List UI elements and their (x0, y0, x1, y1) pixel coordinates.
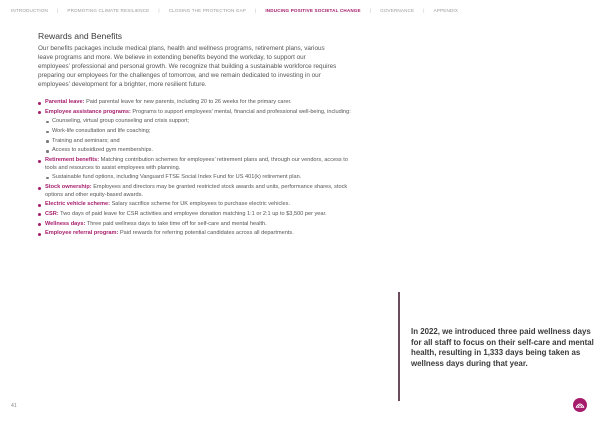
benefit-item (38, 109, 358, 155)
benefit-item (38, 157, 358, 182)
benefit-label: Employee referral program: (45, 230, 119, 237)
benefit-subitem: Training and seminars; and (45, 138, 358, 146)
benefit-text: Two days of paid leave for CSR activities and employee donation matching 1:1 or 2:1 up to $3,500 per year. (60, 210, 327, 217)
benefit-label: Stock ownership: (45, 183, 92, 190)
nav-item-governance[interactable]: GOVERNANCE (380, 7, 415, 13)
benefits-list (38, 99, 358, 240)
benefit-item (38, 184, 358, 199)
nav-separator: | (158, 7, 160, 13)
nav-separator: | (255, 7, 257, 13)
benefit-subitem: Sustainable fund options, including Vanguard FTSE Social Index Fund for US 401(k) retirement plan. (45, 174, 358, 182)
benefit-sublist (45, 174, 358, 182)
section-title: Rewards and Benefits (38, 31, 123, 41)
benefit-item (38, 201, 358, 209)
nav-item-climate-resilience[interactable]: PROMOTING CLIMATE RESILIENCE (67, 7, 150, 13)
benefit-text: Three paid wellness days to take time off for self-care and mental health. (86, 220, 267, 227)
nav-separator: | (57, 7, 59, 13)
benefit-text: Employees and directors may be granted restricted stock awards and units, performance shares, stock options and other equity-based awards. (45, 183, 348, 198)
nav-separator: | (423, 7, 425, 13)
nav-separator: | (369, 7, 372, 13)
benefit-text: Salary sacrifice scheme for UK employees to purchase electric vehicles. (111, 201, 291, 208)
benefit-label: Wellness days: (45, 220, 86, 227)
benefit-subitem: Work-life consultation and life coaching; (45, 128, 358, 136)
benefit-item (38, 211, 358, 219)
wellness-callout: In 2022, we introduced three paid wellness days for all staff to focus on their self-care and mental health, resulting in 1,333 days being taken as wellness days during that year. (411, 327, 594, 368)
intro-paragraph: Our benefits packages include medical plans, health and wellness programs, retirement plans, various leave programs and more. We believe in extending benefits beyond the workday, to support our employees’ professional and personal growth. We recognize that building a sustainable workforce requires preparing our employees for the challenges of tomorrow, and we remain dedicated to investing in our employees’ development for a brighter, more resilient future. (38, 45, 337, 88)
callout-divider (398, 292, 400, 401)
benefit-subitem: Counseling, virtual group counseling and crisis support; (45, 118, 358, 126)
nav-item-protection-gap[interactable]: CLOSING THE PROTECTION GAP (168, 7, 247, 13)
benefit-text: Paid rewards for referring potential candidates across all departments. (119, 230, 294, 237)
benefit-label: Employee assistance programs: (45, 108, 131, 115)
benefit-label: Electric vehicle scheme: (45, 201, 110, 208)
top-navigation (11, 5, 596, 15)
benefit-item (38, 230, 358, 238)
nav-item-appendix[interactable]: APPENDIX (433, 7, 459, 13)
benefit-item (38, 221, 358, 229)
nav-item-introduction[interactable]: INTRODUCTION (11, 7, 49, 13)
benefit-text: Programs to support employees’ mental, financial and professional well-being, including: (132, 108, 351, 115)
benefit-subitem: Access to subsidized gym memberships. (45, 147, 358, 155)
benefit-text: Paid parental leave for new parents, including 20 to 26 weeks for the primary carer. (86, 99, 292, 105)
benefit-label: CSR: (45, 210, 59, 217)
benefit-text: Matching contribution schemes for employees’ retirement plans and, through our vendors, access to tools and resources to assist employees with planning. (45, 157, 348, 171)
nav-item-societal-change[interactable]: INDUCING POSITIVE SOCIETAL CHANGE (265, 7, 361, 13)
benefit-sublist (45, 118, 358, 155)
arch-logo-icon[interactable] (573, 398, 587, 412)
benefit-item (38, 99, 358, 107)
benefit-label: Parental leave: (45, 99, 85, 105)
page-number: 41 (11, 403, 17, 409)
arch-logo-graphic (573, 398, 587, 412)
benefit-label: Retirement benefits: (45, 157, 100, 164)
